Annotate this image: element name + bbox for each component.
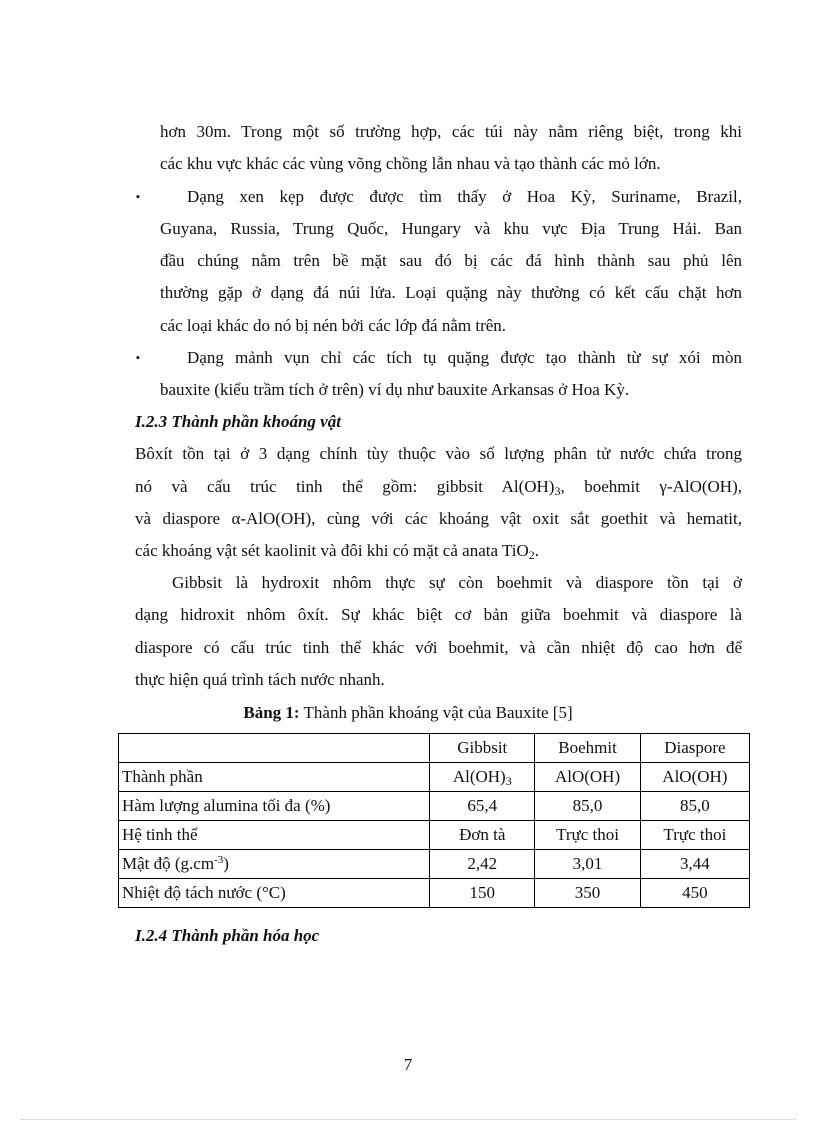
paragraph-line: dạng hidroxit nhôm ôxít. Sự khác biệt cơ bản giữa boehmit và diaspore là bbox=[135, 605, 742, 624]
page-number: 7 bbox=[403, 1055, 413, 1074]
table-row bbox=[119, 792, 750, 821]
table-row bbox=[119, 850, 750, 879]
row-label: Nhiệt độ tách nước (°C) bbox=[119, 879, 430, 908]
table-row bbox=[119, 763, 750, 792]
cell-boehmit: 3,01 bbox=[535, 850, 640, 879]
section-heading: I.2.3 Thành phần khoáng vật bbox=[135, 412, 341, 431]
cell-boehmit: Trực thoi bbox=[535, 821, 640, 850]
cell-gibbsit: 2,42 bbox=[430, 850, 535, 879]
cell-gibbsit: $Al(OH)_3$ bbox=[430, 763, 535, 792]
paragraph-line: thực hiện quá trình tách nước nhanh. bbox=[135, 670, 385, 689]
bullet-line: thường gặp ở dạng đá núi lửa. Loại quặng này thường có kết cấu chặt hơn bbox=[160, 283, 742, 302]
row-label: Thành phần bbox=[119, 763, 430, 792]
bullet-line: đầu chúng nằm trên bề mặt sau đó bị các đá hình thành sau phủ lên bbox=[160, 251, 742, 270]
cell-diaspore: 450 bbox=[640, 879, 749, 908]
cell-boehmit: 85,0 bbox=[535, 792, 640, 821]
section-heading: I.2.4 Thành phần hóa học bbox=[135, 926, 320, 945]
page-bottom-rule bbox=[20, 1119, 796, 1120]
table-row bbox=[119, 821, 750, 850]
paragraph-line: diaspore có cấu trúc tinh thể khác với boehmit, và cần nhiệt độ cao hơn để bbox=[135, 638, 742, 657]
cell-gibbsit: 65,4 bbox=[430, 792, 535, 821]
bullet-marker: ▪ bbox=[136, 191, 140, 203]
table-caption: Bảng 1: Thành phần khoáng vật của Bauxite [5] bbox=[243, 703, 573, 722]
cell-diaspore: Trực thoi bbox=[640, 821, 749, 850]
cell-diaspore: 3,44 bbox=[640, 850, 749, 879]
cell-diaspore: AlO(OH) bbox=[640, 763, 749, 792]
bullet-marker: ▪ bbox=[136, 352, 140, 364]
paragraph-line: và diaspore α-AlO(OH), cùng với các khoáng vật oxit sắt goethit và hematit, bbox=[135, 509, 742, 528]
row-label: Mật độ $(g.cm^{-3})$ bbox=[119, 850, 430, 879]
bullet-line: Dạng mảnh vụn chỉ các tích tụ quặng được tạo thành từ sự xói mòn bbox=[187, 348, 742, 367]
bullet-line: các loại khác do nó bị nén bởi các lớp đá nằm trên. bbox=[160, 316, 507, 335]
paragraph-line: Gibbsit là hydroxit nhôm thực sự còn boehmit và diaspore tồn tại ở bbox=[172, 573, 742, 592]
paragraph-line: các khoáng vật sét kaolinit và đôi khi có mặt cả anata TiO$_2$. bbox=[135, 541, 539, 562]
header-cell: Diaspore bbox=[640, 734, 749, 763]
cell-boehmit: 350 bbox=[535, 879, 640, 908]
table-row bbox=[119, 879, 750, 908]
mineral-table bbox=[118, 733, 750, 908]
cell-gibbsit: Đơn tà bbox=[430, 821, 535, 850]
bullet-line: Guyana, Russia, Trung Quốc, Hungary và khu vực Địa Trung Hải. Ban bbox=[160, 219, 742, 238]
cell-boehmit: AlO(OH) bbox=[535, 763, 640, 792]
paragraph-line: Bôxít tồn tại ở 3 dạng chính tùy thuộc vào số lượng phân tử nước chứa trong bbox=[135, 444, 742, 463]
header-cell: Boehmit bbox=[535, 734, 640, 763]
header-cell: Gibbsit bbox=[430, 734, 535, 763]
header-cell bbox=[119, 734, 430, 763]
paragraph-line: hơn 30m. Trong một số trường hợp, các túi này nằm riêng biệt, trong khi bbox=[160, 122, 742, 141]
paragraph-line: nó và cấu trúc tinh thể gồm: gibbsit $Al(OH)_3$, boehmit γ-AlO(OH), bbox=[135, 477, 742, 498]
cell-diaspore: 85,0 bbox=[640, 792, 749, 821]
paragraph-line: các khu vực khác các vùng võng chồng lẫn nhau và tạo thành các mỏ lớn. bbox=[160, 154, 661, 173]
bullet-line: bauxite (kiểu trầm tích ở trên) ví dụ như bauxite Arkansas ở Hoa Kỳ. bbox=[160, 380, 630, 399]
table-header-row bbox=[119, 734, 750, 763]
bullet-line: Dạng xen kẹp được được tìm thấy ở Hoa Kỳ, Suriname, Brazil, bbox=[187, 187, 742, 206]
row-label: Hệ tinh thể bbox=[119, 821, 430, 850]
cell-gibbsit: 150 bbox=[430, 879, 535, 908]
row-label: Hàm lượng alumina tối đa (%) bbox=[119, 792, 430, 821]
